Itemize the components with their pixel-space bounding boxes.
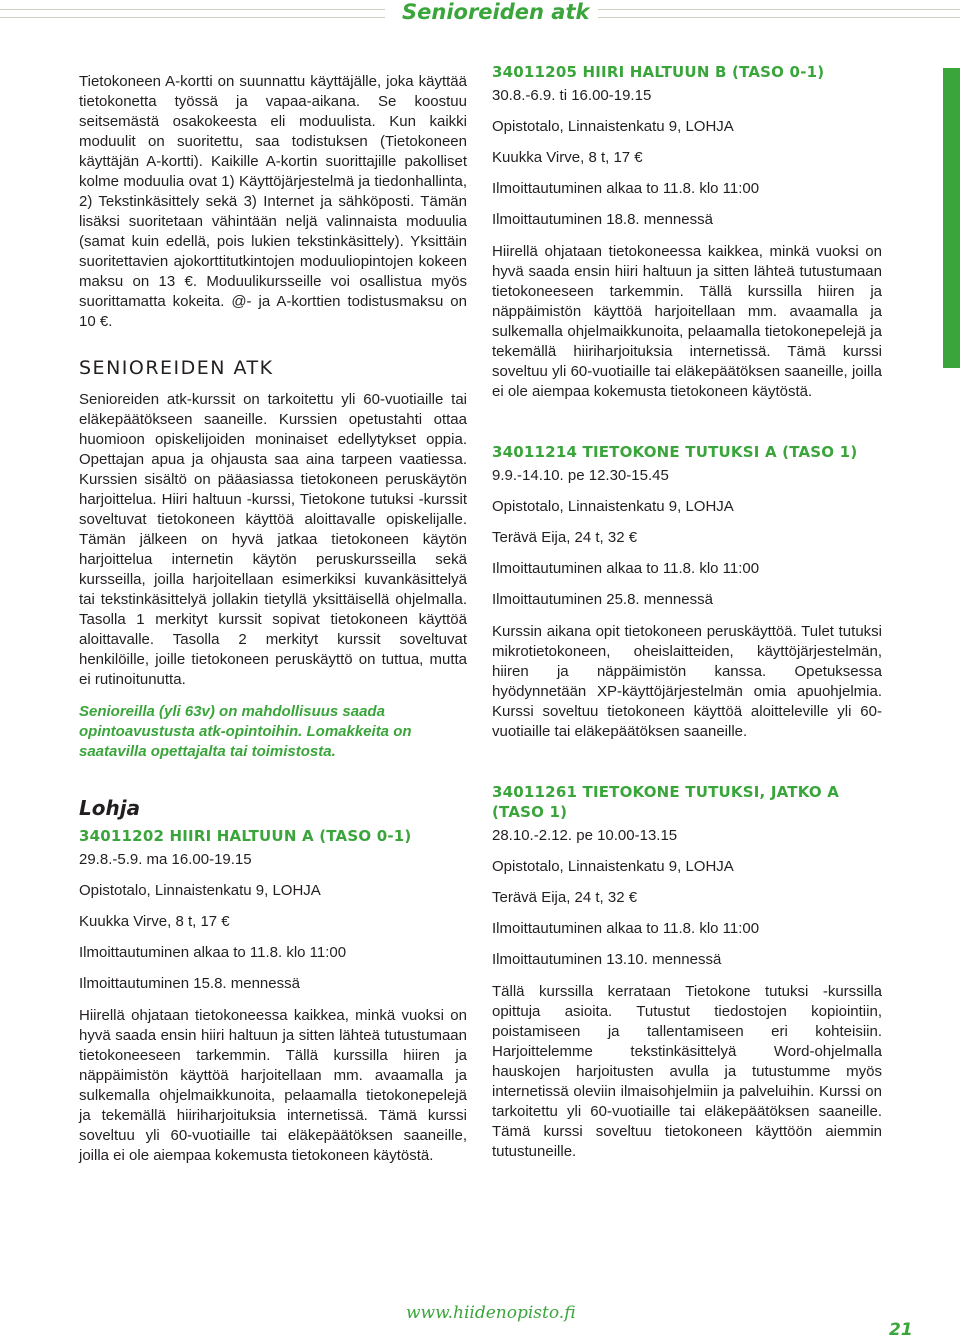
footer-website-link[interactable]: www.hiidenopisto.fi [406,1303,576,1323]
course-description: Kurssin aikana opit tietokoneen peruskäyttöä. Tulet tutuksi mikrotietokoneen, oheislaitteiden, käyttöjärjestelmän, hiiren ja näppäimistön kanssa. Opetuksessa hyödynnetään XP-käyttöjärjestelmän omia apuohjelmia. Kurssi soveltuu tietokoneen käyttöä aloitteleville yli 60-vuotiaille tai eläkepäätöksen saaneille. [492,623,882,740]
spacer [492,742,882,782]
course-place: Opistotalo, Linnaistenkatu 9, LOHJA [492,498,734,515]
course-dates: 28.10.-2.12. pe 10.00-13.15 [492,827,678,844]
course-description: Hiirellä ohjataan tietokoneessa kaikkea, minkä vuoksi on hyvä saada ensin hiiri haltuun ja sitten lähteä tutustumaan tietokoneeseen tarkemmin. Tällä kurssilla hiiren ja näppäimistön käyttöä harjoitellaan mm. avaamalla ja sulkemalla ohjelmaikkunoita, pelaamalla tietokonepelejä ja tekemällä hiiriharjoituksia internetissä. Tämä kurssi soveltuu yli 60-vuotiaille tai eläkepäätöksen saaneille, joilla ei ole aiempaa kokemusta tietokoneen käytöstä. [492,243,882,400]
course-dates: 30.8.-6.9. ti 16.00-19.15 [492,87,652,104]
header-rule-right [598,9,960,18]
course-registration-deadline: Ilmoittautuminen 13.10. mennessä [492,951,722,968]
header-rule-left [0,9,385,18]
course-teacher-price: Kuukka Virve, 8 t, 17 € [79,913,230,930]
course-block [492,62,882,402]
course-place: Opistotalo, Linnaistenkatu 9, LOHJA [79,882,321,899]
course-teacher-price: Terävä Eija, 24 t, 32 € [492,529,638,546]
course-registration-deadline: Ilmoittautuminen 15.8. mennessä [79,975,300,992]
page-header-title: Senioreiden atk [402,0,590,24]
course-registration-deadline: Ilmoittautuminen 18.8. mennessä [492,211,713,228]
course-registration-start: Ilmoittautuminen alkaa to 11.8. klo 11:00 [492,920,760,937]
course-block [492,442,882,742]
course-registration-start: Ilmoittautuminen alkaa to 11.8. klo 11:00 [492,560,760,577]
course-description: Hiirellä ohjataan tietokoneessa kaikkea, minkä vuoksi on hyvä saada ensin hiiri haltuun ja sitten lähteä tutustumaan tietokoneeseen tarkemmin. Tällä kurssilla hiiren ja näppäimistön käyttöä harjoitellaan mm. avaamalla ja sulkemalla ohjelmaikkunoita, pelaamalla tietokonepelejä ja tekemällä hiiriharjoituksia internetissä. Tämä kurssi soveltuu yli 60-vuotiaille tai eläkepäätöksen saaneille, joilla ei ole aiempaa kokemusta tietokoneen käytöstä. [79,1007,467,1164]
green-edge-tab [943,68,960,368]
course-place: Opistotalo, Linnaistenkatu 9, LOHJA [492,858,734,875]
page-number: 21 [889,1320,913,1340]
course-registration-start: Ilmoittautuminen alkaa to 11.8. klo 11:00 [79,944,347,961]
course-registration-deadline: Ilmoittautuminen 25.8. mennessä [492,591,713,608]
course-block [79,826,467,1166]
course-dates: 9.9.-14.10. pe 12.30-15.45 [492,467,669,484]
course-teacher-price: Terävä Eija, 24 t, 32 € [492,889,638,906]
study-grant-note: Senioreilla (yli 63v) on mahdollisuus saada opintoavustusta atk-opintoihin. Lomakkeita on saatavilla opettajalta tai toimistosta. [79,703,412,760]
spacer [492,402,882,442]
course-block [492,782,882,1162]
left-column [79,72,467,1166]
intro-paragraph: Tietokoneen A-kortti on suunnattu käyttäjälle, joka käyttää tietokonetta työssä ja vapaa-aikana. Se koostuu seitsemästä osakokeesta eli moduulista. Kun kaikki moduulit on suoritettu, saa todistuksen (Tietokoneen käyttäjän A-kortti). Kaikille A-kortin suorittajille pakolliset kolme moduulia ovat 1) Käyttöjärjestelmä ja tiedonhallinta, 2) Tekstinkäsittely sekä 3) Internet ja sähköposti. Tämän lisäksi suoritetaan vähintään neljä valinnaista moduulia (samat kuin edellä, pois lukien tekstinkäsittely). Yksittäin suoritettavien ajokorttitutkintojen moduuliopintojen kokeen maksu on 13 €. Moduulikursseille voi osallistua myös suorittamatta kokeita. @- ja A-korttien todistusmaksu on 10 €. [79,73,467,330]
city-heading: Lohja [79,796,141,820]
course-dates: 29.8.-5.9. ma 16.00-19.15 [79,851,252,868]
course-teacher-price: Kuukka Virve, 8 t, 17 € [492,149,643,166]
course-title: 34011205 HIIRI HALTUUN B (TASO 0-1) [492,63,825,81]
section-heading: SENIOREIDEN ATK [79,357,274,379]
course-description: Tällä kurssilla kerrataan Tietokone tutuksi -kurssilla opittuja asioita. Tutustut tiedostojen kopiointiin, poistamiseen ja tallentamiseen eri kohteisiin. Harjoittelemme tekstinkäsittelyä Word-ohjelmalla hauskojen harjoitusten avulla ja tutustumme myös internetissä oleviin ilmaisohjelmiin ja palveluihin. Kurssi on tarkoitettu yli 60-vuotiaille tai eläkepäätöksen saaneille. Tämä kurssi soveltuu tietokoneen käyttöön aiemmin tutustuneille. [492,983,882,1160]
course-registration-start: Ilmoittautuminen alkaa to 11.8. klo 11:00 [492,180,760,197]
course-title: 34011202 HIIRI HALTUUN A (TASO 0-1) [79,827,412,845]
course-place: Opistotalo, Linnaistenkatu 9, LOHJA [492,118,734,135]
course-title: 34011214 TIETOKONE TUTUKSI A (TASO 1) [492,443,858,461]
right-column [492,62,882,1162]
section-text: Senioreiden atk-kurssit on tarkoitettu yli 60-vuotiaille tai eläkepäätökseen saaneille. Kurssien opetustahti ottaa huomioon opiskelijoiden moninaiset edellytykset oppia. Opettajan apua ja ohjausta saa aina tarpeen vaatiessa. Kurssien sisältö on pääasiassa tietokoneen peruskäytön harjoittelua. Hiiri haltuun -kurssi, Tietokone tutuksi -kurssit soveltuvat tietokoneen käyttöä aloittavalle opiskelijalle. Tämän jälkeen on hyvä jatkaa tietokoneen käytön harjoittelua internetin käytön peruskursseilla sekä kursseilla, joilla harjoitellaan esimerkiksi kuvankäsittelyä tai tekstinkäsittelyä jollakin tietyllä yksittäisellä ohjelmalla. Tasolla 1 merkityt kurssit sopivat tietokoneen käyttöä aloittavalle. Tasolla 2 merkityt kurssit soveltuvat henkilöille, joille tietokoneen peruskäyttö on tuttua, mutta ei rutinoitunutta. [79,391,467,688]
course-title: 34011261 TIETOKONE TUTUKSI, JATKO A (TASO 1) [492,783,840,821]
